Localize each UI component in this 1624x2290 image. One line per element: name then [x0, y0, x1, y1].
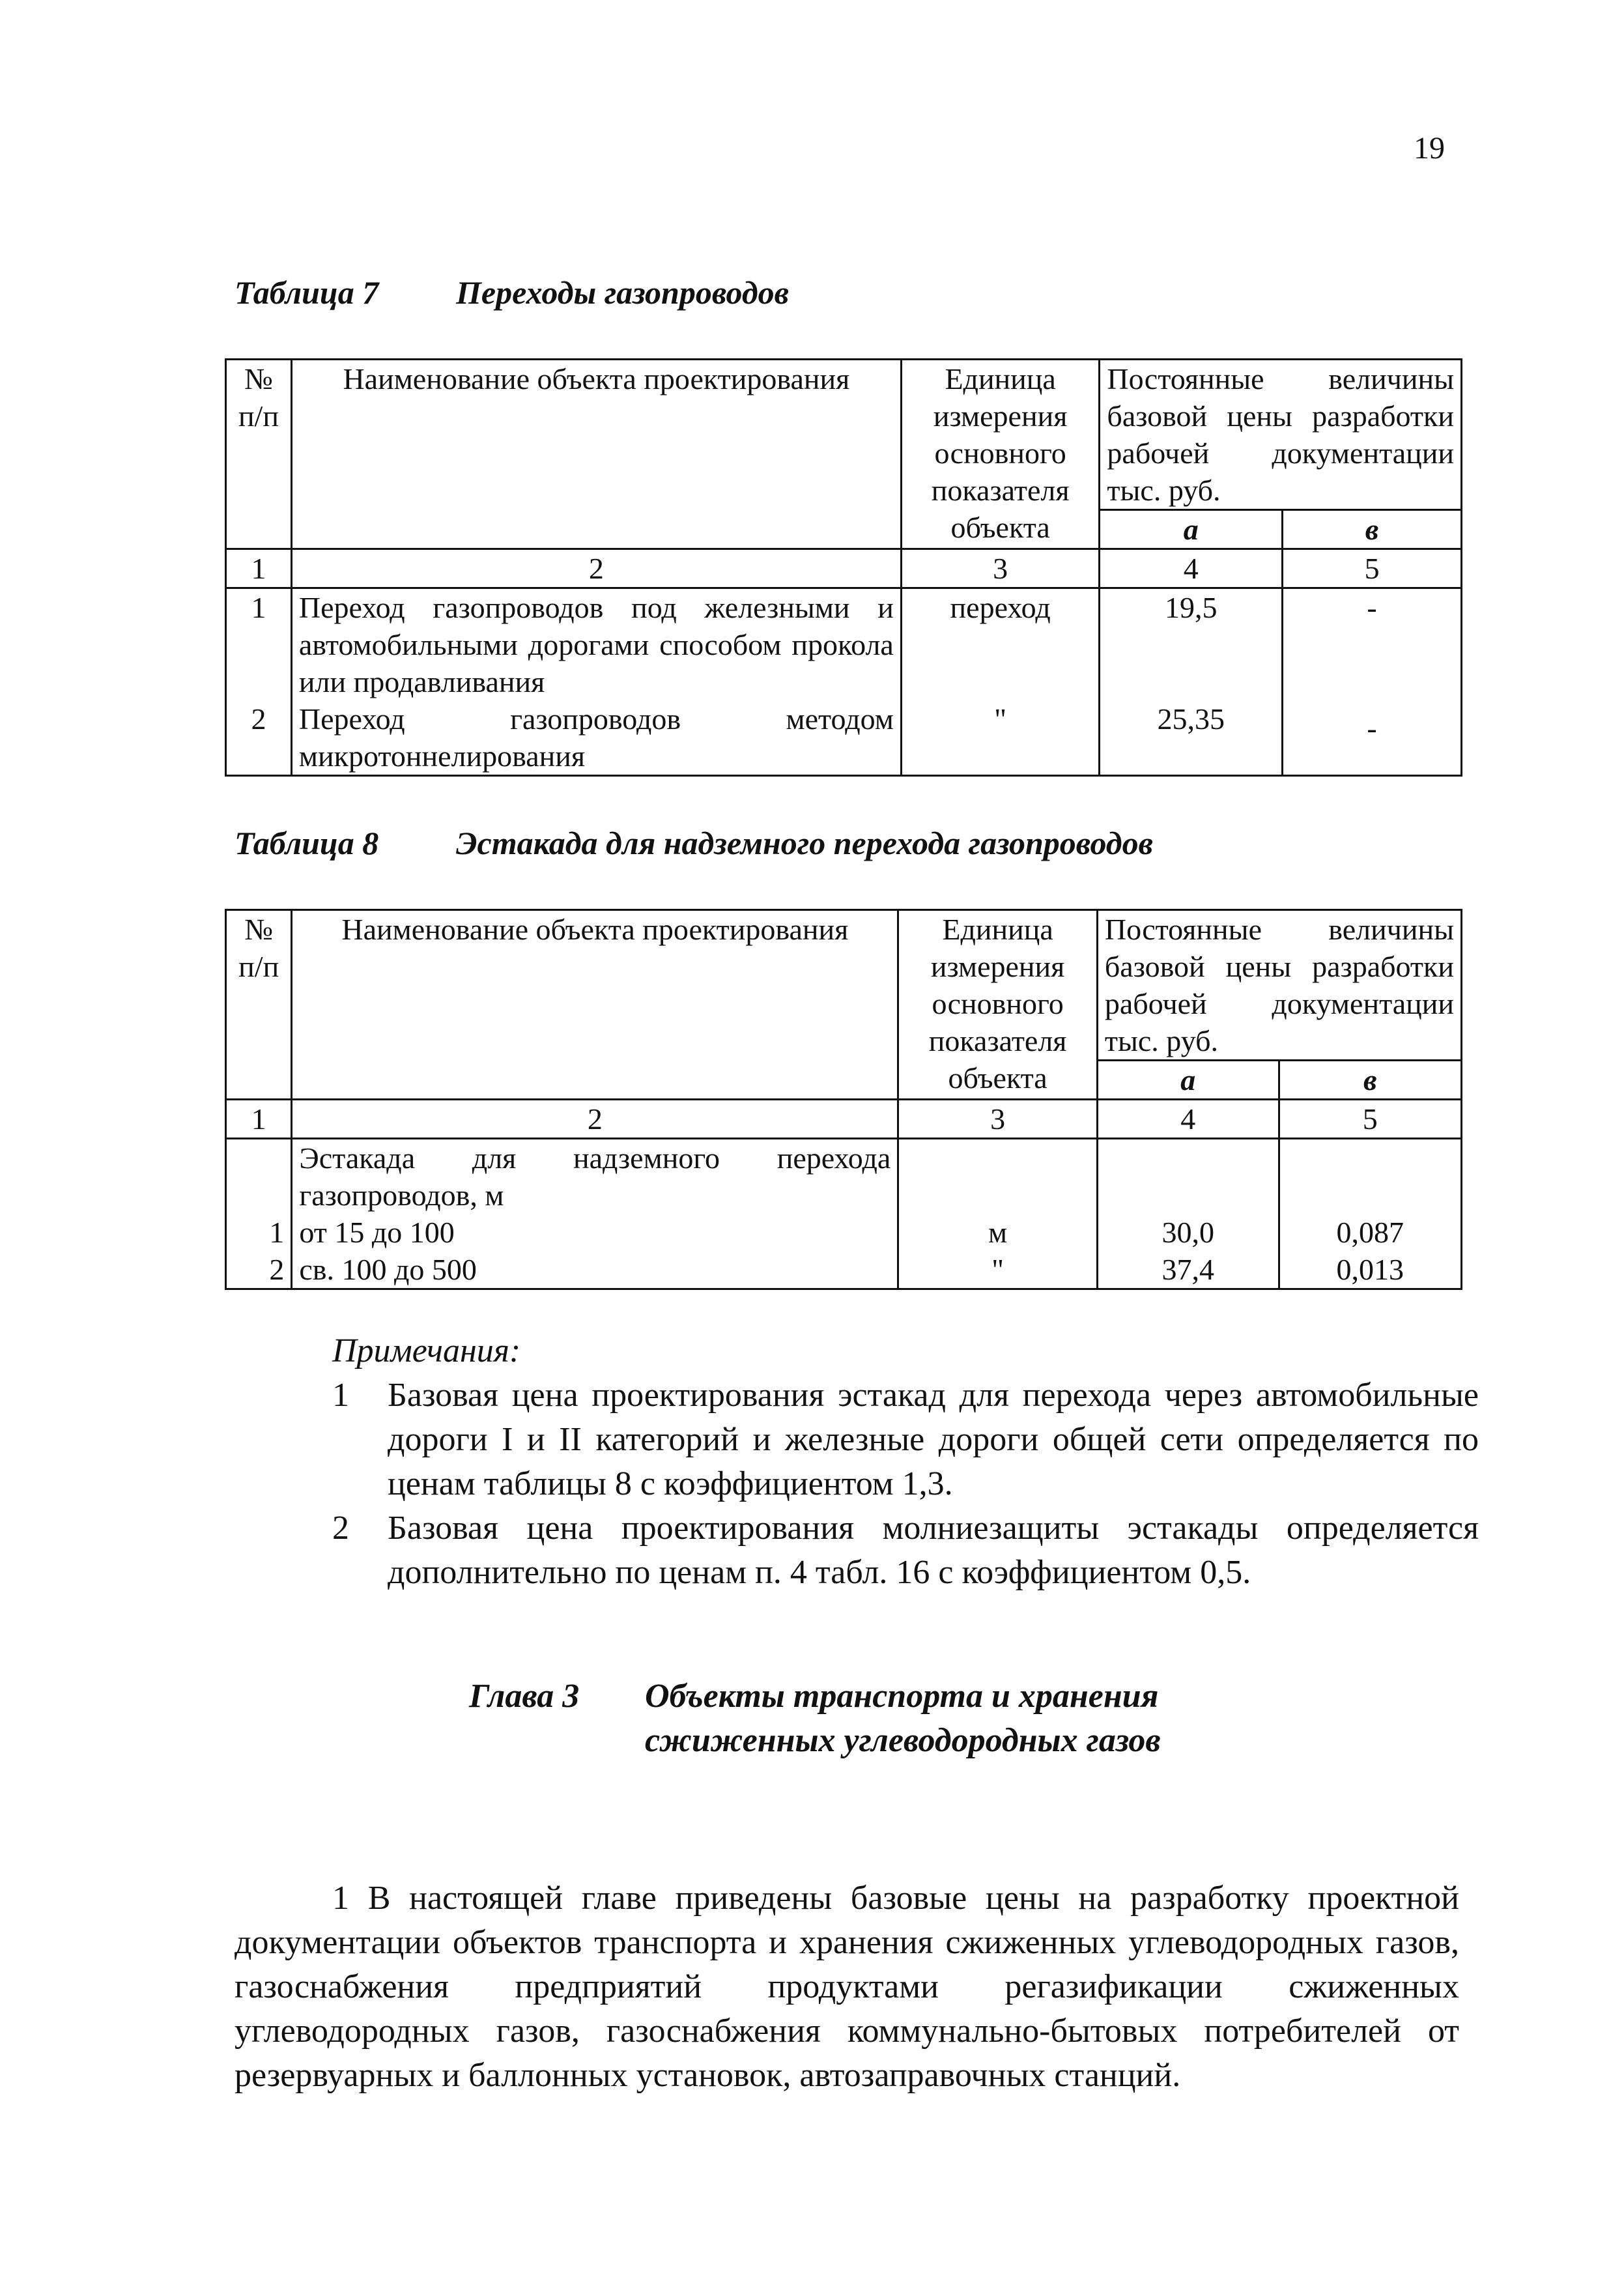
- group-name: Эстакада для надземного перехода газопроводов, м: [299, 1141, 891, 1212]
- table8-colnum: 3: [898, 1100, 1098, 1139]
- row-value-b: 0,013: [1336, 1253, 1404, 1286]
- table8-colnum: 1: [226, 1100, 292, 1139]
- table7-header-price: Постоянные величины базовой цены разработки рабочей документации тыс. руб.: [1100, 360, 1462, 510]
- row-name: Переход газопроводов под железными и автомобильными дорогами способом прокола или продавливания: [291, 588, 901, 701]
- chapter-title-line1: Объекты транспорта и хранения: [645, 1678, 1159, 1715]
- table7-colnum: 3: [901, 549, 1100, 588]
- table8-header-unit: Единица измерения основного показателя объекта: [898, 910, 1098, 1100]
- table7-colnum: 1: [226, 549, 292, 588]
- note-text: Базовая цена проектирования молниезащиты эстакады определяется дополнительно по ценам п. 4 табл. 16 с коэффициентом 0,5.: [388, 1510, 1479, 1591]
- table7-header-num: № п/п: [226, 360, 292, 549]
- table8: [225, 909, 1462, 1290]
- notes-title: Примечания:: [332, 1332, 521, 1369]
- table7-colnum: 4: [1100, 549, 1283, 588]
- page-number: 19: [1414, 131, 1445, 165]
- note-item: [332, 1373, 1479, 1506]
- table-row: [226, 588, 1462, 701]
- body-paragraph: 1 В настоящей главе приведены базовые цены на разработку проектной документации объектов транспорта и хранения сжиженных углеводородных газов, газоснабжения предприятий продуктами регазификации сжиженных углеводородных газов, газоснабжения коммунально-бытовых потребителей от резервуарных и баллонных установок, автозаправочных станций.: [235, 1880, 1459, 2094]
- row-unit: ": [901, 700, 1100, 776]
- row-value-a: 19,5: [1100, 588, 1283, 701]
- row-value-a-cell: [1097, 1139, 1279, 1289]
- row-value-a: 25,35: [1100, 700, 1283, 776]
- row-name: Переход газопроводов методом микротоннелирования: [291, 700, 901, 776]
- row-name: от 15 до 100: [299, 1216, 455, 1249]
- row-value-b: -: [1283, 700, 1462, 776]
- table8-caption: [235, 824, 1153, 862]
- table8-header-a: а: [1097, 1061, 1279, 1100]
- note-item: [332, 1506, 1479, 1595]
- table8-header-num: № п/п: [226, 910, 292, 1100]
- table7-label: Таблица 7: [235, 274, 379, 311]
- table7-header-a: а: [1100, 510, 1283, 549]
- spacer: [1287, 1139, 1454, 1214]
- table7-colnum-row: [226, 549, 1462, 588]
- row-unit: м: [988, 1216, 1008, 1249]
- note-text: Базовая цена проектирования эстакад для перехода через автомобильные дороги I и II категорий и железные дороги общей сети определяется по ценам таблицы 8 с коэффициентом 1,3.: [388, 1377, 1479, 1502]
- notes: [332, 1329, 1479, 1595]
- table7: [225, 358, 1462, 777]
- row-value-a: 30,0: [1161, 1216, 1214, 1249]
- table8-header-name: Наименование объекта проектирования: [292, 910, 898, 1100]
- table7-header-row: [226, 360, 1462, 510]
- table7-header-b: в: [1283, 510, 1462, 549]
- table7-colnum: 2: [291, 549, 901, 588]
- table7-header-name: Наименование объекта проектирования: [291, 360, 901, 549]
- chapter-title-line2: сжиженных углеводородных газов: [645, 1722, 1161, 1759]
- table7-colnum: 5: [1283, 549, 1462, 588]
- spacer: [233, 1139, 284, 1214]
- row-unit: ": [991, 1253, 1004, 1286]
- row-value-a: 37,4: [1161, 1253, 1214, 1286]
- table7-title: Переходы газопроводов: [456, 274, 789, 311]
- table7-header-unit: Единица измерения основного показателя объекта: [901, 360, 1100, 549]
- row-number: 2: [226, 700, 292, 776]
- table8-header-price: Постоянные величины базовой цены разработки рабочей документации тыс. руб.: [1097, 910, 1461, 1061]
- table-row: [226, 1139, 1462, 1289]
- row-number-cell: [226, 1139, 292, 1289]
- table8-header-b: в: [1279, 1061, 1461, 1100]
- table7-caption: [235, 274, 789, 311]
- note-number: 1: [332, 1377, 349, 1414]
- row-value-b: 0,087: [1336, 1216, 1404, 1249]
- row-value-b: -: [1283, 588, 1462, 701]
- row-number: 1: [226, 588, 292, 701]
- row-number: 1: [269, 1216, 285, 1249]
- row-name: св. 100 до 500: [299, 1253, 477, 1286]
- note-number: 2: [332, 1510, 349, 1547]
- table8-colnum: 2: [292, 1100, 898, 1139]
- row-unit-cell: [898, 1139, 1098, 1289]
- table8-title: Эстакада для надземного перехода газопроводов: [456, 825, 1153, 861]
- spacer: [1105, 1139, 1272, 1214]
- row-number: 2: [269, 1253, 285, 1286]
- table8-colnum: 4: [1097, 1100, 1279, 1139]
- row-unit: переход: [901, 588, 1100, 701]
- chapter-label: Глава 3: [469, 1678, 580, 1715]
- chapter-heading: [469, 1674, 1161, 1763]
- table-row: [226, 700, 1462, 776]
- row-value-b-cell: [1279, 1139, 1461, 1289]
- table8-colnum-row: [226, 1100, 1462, 1139]
- table8-colnum: 5: [1279, 1100, 1461, 1139]
- spacer: [905, 1139, 1090, 1214]
- table8-label: Таблица 8: [235, 825, 379, 861]
- row-name-cell: [292, 1139, 898, 1289]
- table8-header-row: [226, 910, 1462, 1061]
